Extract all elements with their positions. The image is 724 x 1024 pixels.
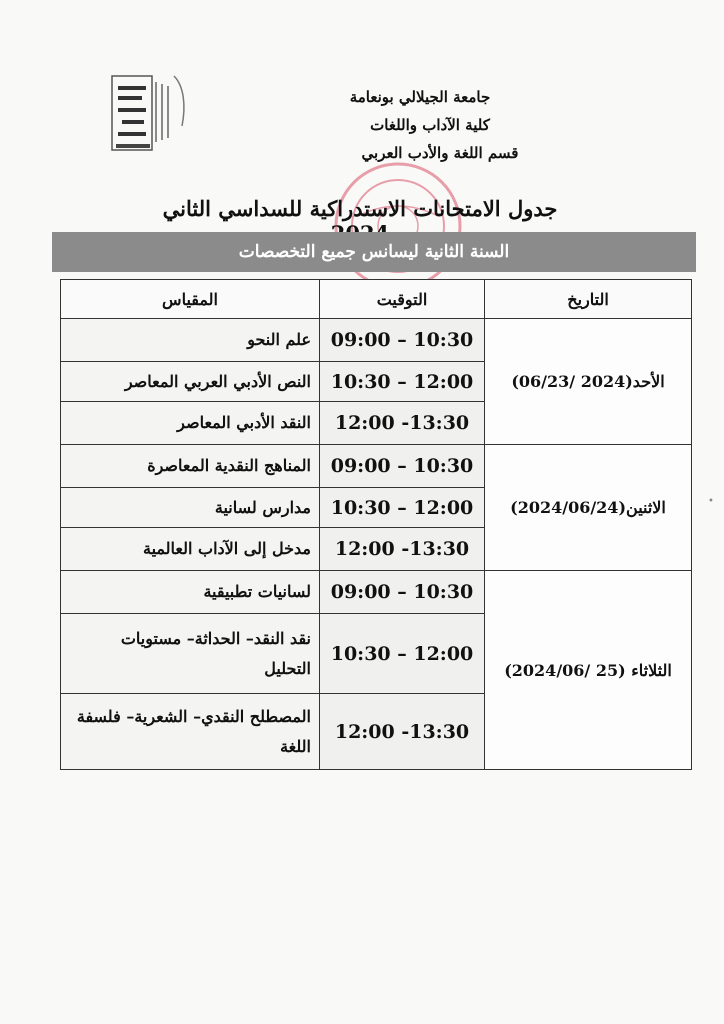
exam-subject: المناهج النقدية المعاصرة [61,445,320,488]
exam-subject: نقد النقد– الحداثة– مستويات التحليل [61,614,320,694]
university-name: جامعة الجيلالي بونعامة [349,88,491,106]
institution-header [250,86,570,164]
header-date: التاريخ [485,280,692,319]
exam-time: 09:00 – 10:30 [320,319,485,362]
exam-subject: النص الأدبي العربي المعاصر [61,362,320,402]
exam-time: 10:30 – 12:00 [320,614,485,694]
university-logo [108,70,190,156]
table-row [61,445,692,488]
table-row [61,571,692,614]
exam-subject: لسانيات تطبيقية [61,571,320,614]
exam-subject: النقد الأدبي المعاصر [61,402,320,445]
exam-subject: علم النحو [61,319,320,362]
table-row [61,319,692,362]
faculty-name: كلية الآداب واللغات [370,116,490,134]
exam-time: 12:00 -13:30 [320,402,485,445]
header-subject: المقياس [61,280,320,319]
exam-time: 09:00 – 10:30 [320,445,485,488]
exam-time: 12:00 -13:30 [320,528,485,571]
class-banner: السنة الثانية ليسانس جميع التخصصات [52,232,696,272]
exam-time: 10:30 – 12:00 [320,362,485,402]
exam-schedule-table [60,279,692,770]
table-header-row [61,280,692,319]
department-name: قسم اللغة والأدب العربي [361,144,519,162]
exam-time: 12:00 -13:30 [320,694,485,770]
scan-mark: • [708,496,714,507]
exam-time: 10:30 – 12:00 [320,488,485,528]
exam-time: 09:00 – 10:30 [320,571,485,614]
day-date: الاثنين(2024/06/24) [485,445,692,571]
exam-subject: مدخل إلى الآداب العالمية [61,528,320,571]
day-date: الثلاثاء (25 /2024/06) [485,571,692,770]
exam-subject: مدارس لسانية [61,488,320,528]
exam-subject: المصطلح النقدي– الشعرية– فلسفة اللغة [61,694,320,770]
document-title: جدول الامتحانات الاستدراكية للسداسي الثاني [162,196,558,221]
day-date: الأحد(2024 /06/23) [485,319,692,445]
header-time: التوقيت [320,280,485,319]
